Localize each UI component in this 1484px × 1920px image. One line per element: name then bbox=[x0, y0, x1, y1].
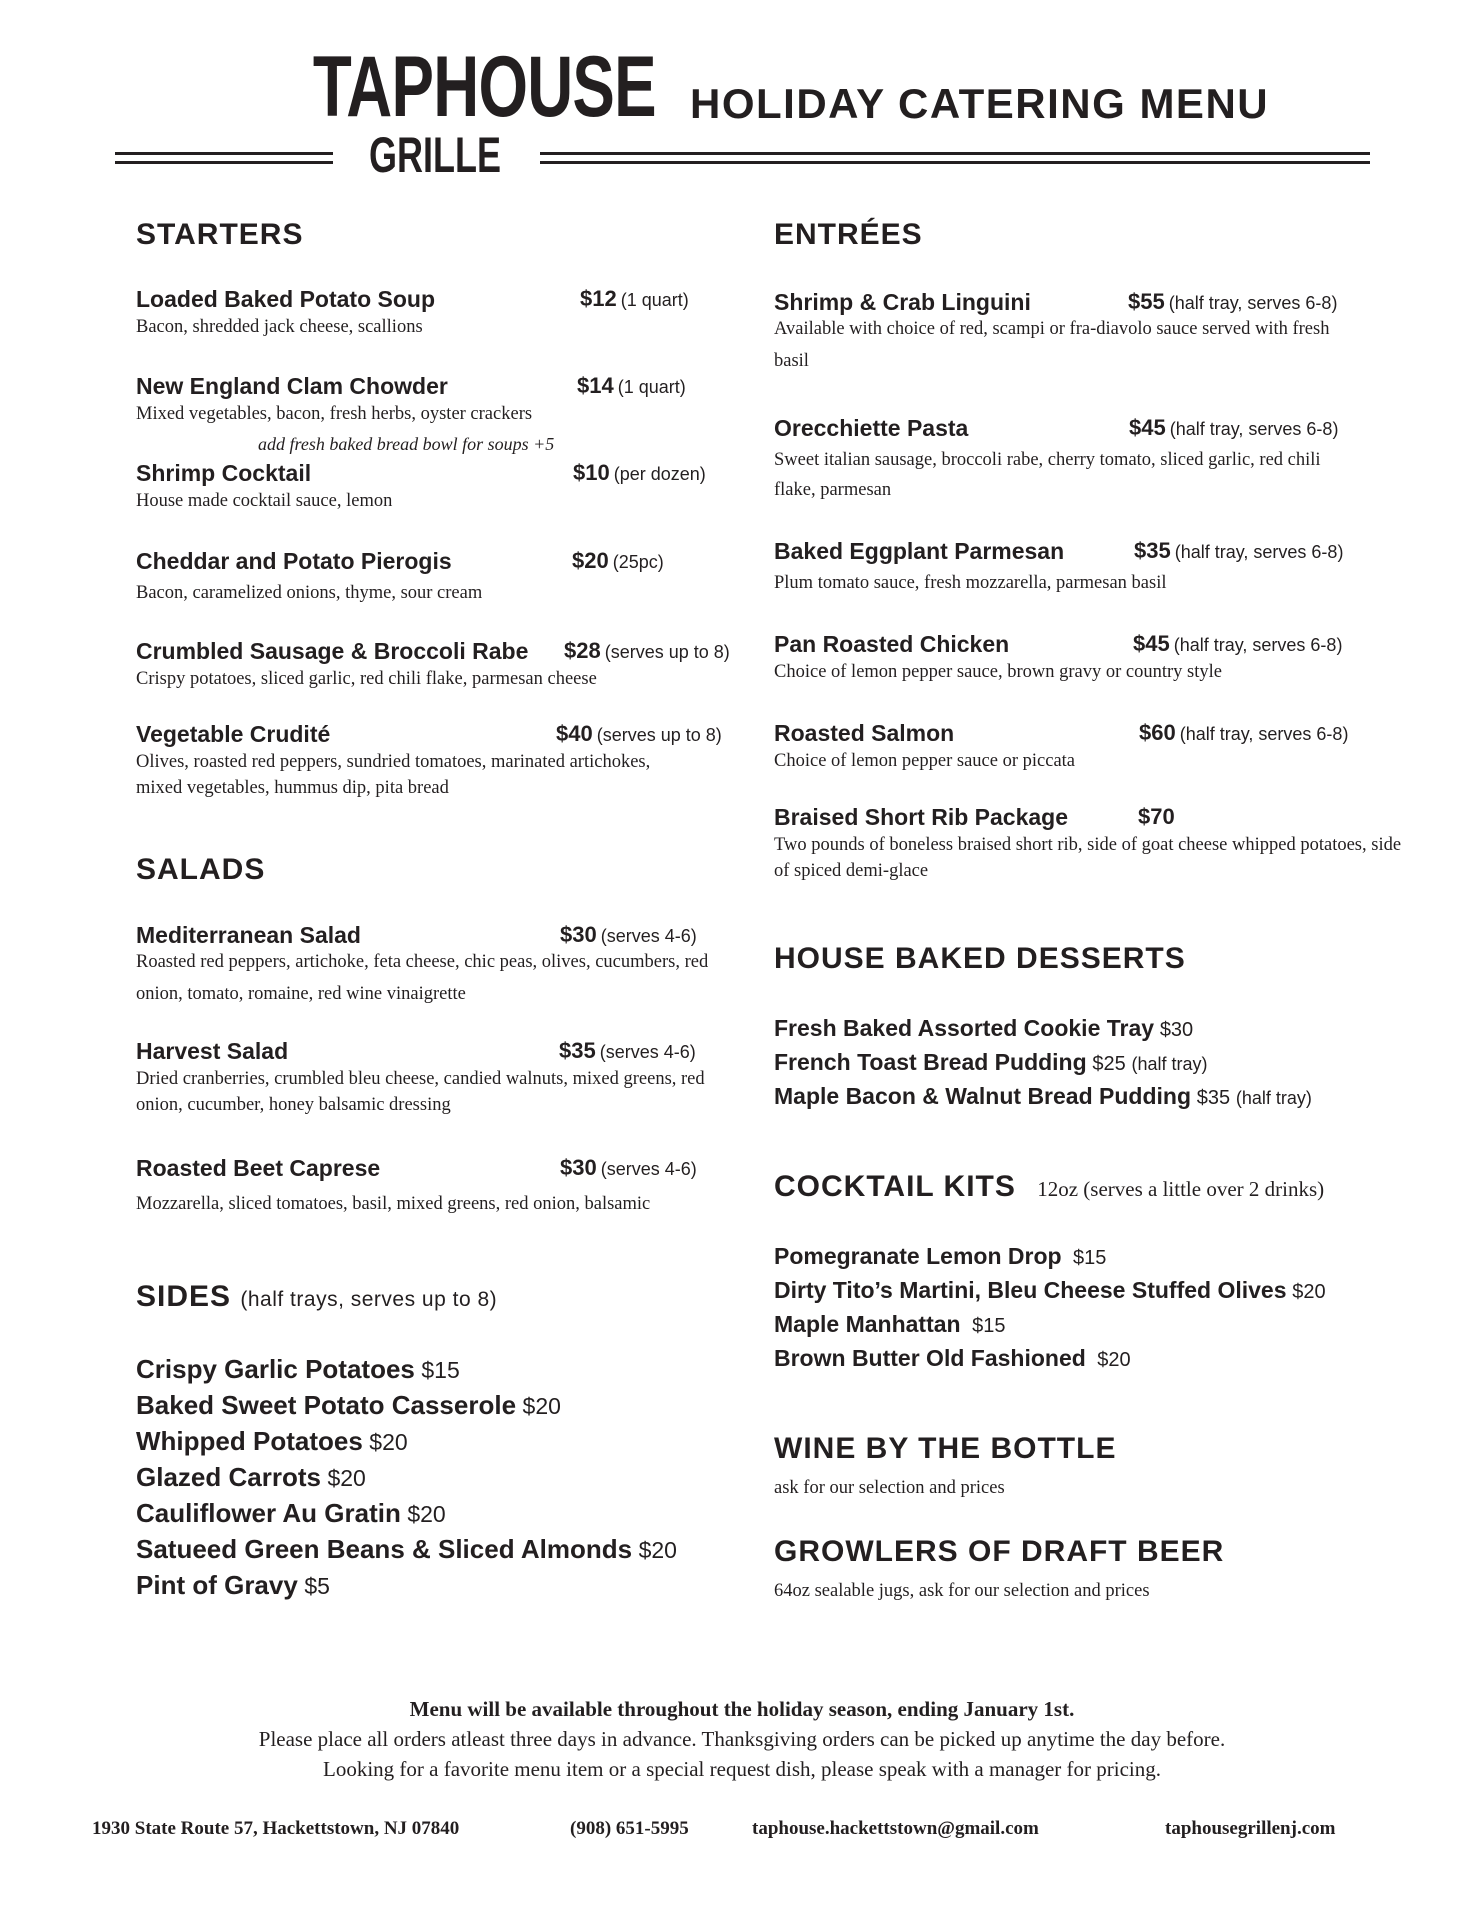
item-price-note: (half tray, serves 6-8) bbox=[1179, 724, 1349, 744]
item-price: $30 bbox=[560, 1155, 597, 1180]
item-description: Choice of lemon pepper sauce or piccata bbox=[774, 751, 1076, 771]
item-price-note: (1 quart) bbox=[617, 377, 686, 397]
item-name: Shrimp Cocktail bbox=[136, 460, 312, 486]
salads-heading: SALADS bbox=[136, 853, 266, 886]
item-price-note: (half tray, serves 6-8) bbox=[1173, 635, 1343, 655]
header-rule-left bbox=[115, 152, 333, 164]
menu-item bbox=[136, 548, 756, 606]
item-name: Shrimp & Crab Linguini bbox=[774, 289, 1031, 315]
item-name: Roasted Salmon bbox=[774, 720, 955, 746]
item-description: Sweet italian sausage, broccoli rabe, cherry tomato, sliced garlic, red chili flake, parmesan bbox=[774, 450, 1321, 500]
item-description: Mozzarella, sliced tomatoes, basil, mixed greens, red onion, balsamic bbox=[136, 1194, 651, 1214]
menu-item bbox=[136, 286, 756, 340]
item-price-note: (half tray, serves 6-8) bbox=[1174, 542, 1344, 562]
item-description: Two pounds of boneless braised short rib, side of goat cheese whipped potatoes, side of spiced demi-glace bbox=[774, 835, 1402, 881]
item-name: Braised Short Rib Package bbox=[774, 804, 1068, 830]
entrees-heading: ENTRÉES bbox=[774, 218, 923, 251]
item-description: Olives, roasted red peppers, sundried tomatoes, marinated artichokes, mixed vegetables, hummus dip, pita bread bbox=[136, 752, 651, 798]
list-item: Maple Bacon & Walnut Bread Pudding $35 (half tray) bbox=[774, 1083, 1312, 1109]
footer-line-1: Menu will be available throughout the holiday season, ending January 1st. bbox=[409, 1697, 1075, 1721]
menu-item bbox=[136, 1038, 756, 1118]
list-item: Baked Sweet Potato Casserole $20 bbox=[136, 1390, 561, 1420]
address: 1930 State Route 57, Hackettstown, NJ 07840 bbox=[92, 1818, 460, 1839]
item-price: $60 bbox=[1139, 720, 1176, 745]
item-price-note: (serves up to 8) bbox=[596, 725, 722, 745]
item-description: Choice of lemon pepper sauce, brown gravy or country style bbox=[774, 662, 1222, 682]
item-price-note: (half tray, serves 6-8) bbox=[1168, 293, 1338, 313]
menu-item bbox=[774, 289, 1414, 377]
item-name: Loaded Baked Potato Soup bbox=[136, 286, 436, 312]
item-price: $30 bbox=[560, 922, 597, 947]
footer-notes bbox=[0, 1694, 1484, 1784]
list-item: Fresh Baked Assorted Cookie Tray $30 bbox=[774, 1015, 1194, 1041]
item-price: $14 bbox=[577, 373, 614, 398]
item-name: Baked Eggplant Parmesan bbox=[774, 538, 1065, 564]
menu-item bbox=[774, 538, 1414, 596]
menu-item bbox=[774, 415, 1414, 505]
desserts-list bbox=[774, 1012, 1312, 1114]
item-price-note: (per dozen) bbox=[613, 464, 706, 484]
item-name: Pan Roasted Chicken bbox=[774, 631, 1010, 657]
item-name: Cheddar and Potato Pierogis bbox=[136, 548, 452, 574]
item-description: House made cocktail sauce, lemon bbox=[136, 491, 393, 511]
item-name: Orecchiette Pasta bbox=[774, 415, 969, 441]
bread-bowl-note: add fresh baked bread bowl for soups +5 bbox=[258, 434, 555, 454]
growlers-description: 64oz sealable jugs, ask for our selection and prices bbox=[774, 1581, 1150, 1601]
item-name: Mediterranean Salad bbox=[136, 922, 361, 948]
menu-item bbox=[774, 631, 1414, 685]
list-item: Brown Butter Old Fashioned $20 bbox=[774, 1345, 1131, 1371]
item-name: Roasted Beet Caprese bbox=[136, 1155, 381, 1181]
list-item: Satueed Green Beans & Sliced Almonds $20 bbox=[136, 1534, 677, 1564]
phone: (908) 651-5995 bbox=[570, 1818, 689, 1839]
item-price-note: (serves 4-6) bbox=[599, 1042, 696, 1062]
item-description: Roasted red peppers, artichoke, feta cheese, chic peas, olives, cucumbers, red onion, tomato, romaine, red wine vinaigrette bbox=[136, 952, 709, 1004]
list-item: Whipped Potatoes $20 bbox=[136, 1426, 408, 1456]
item-price-note: (1 quart) bbox=[620, 290, 689, 310]
cocktails-heading bbox=[774, 1170, 1324, 1204]
sides-note: (half trays, serves up to 8) bbox=[240, 1288, 498, 1311]
cocktails-list bbox=[774, 1240, 1326, 1376]
menu-item bbox=[136, 1155, 776, 1217]
email-link[interactable]: taphouse.hackettstown@gmail.com bbox=[752, 1818, 1039, 1839]
footer-line-3: Looking for a favorite menu item or a special request dish, please speak with a manager for pricing. bbox=[323, 1757, 1161, 1781]
growlers-heading: GROWLERS OF DRAFT BEER bbox=[774, 1535, 1225, 1568]
item-price: $45 bbox=[1129, 415, 1166, 440]
menu-item bbox=[774, 804, 1414, 884]
item-description: Bacon, caramelized onions, thyme, sour cream bbox=[136, 583, 483, 603]
list-item: Maple Manhattan $15 bbox=[774, 1311, 1006, 1337]
list-item: Glazed Carrots $20 bbox=[136, 1462, 366, 1492]
list-item: Dirty Tito’s Martini, Bleu Cheese Stuffed Olives $20 bbox=[774, 1277, 1326, 1303]
item-description: Dried cranberries, crumbled bleu cheese, candied walnuts, mixed greens, red onion, cucumber, honey balsamic dressing bbox=[136, 1069, 705, 1115]
menu-item bbox=[136, 373, 756, 427]
item-price-note: (serves 4-6) bbox=[600, 926, 697, 946]
menu-item bbox=[136, 638, 756, 692]
item-description: Bacon, shredded jack cheese, scallions bbox=[136, 317, 423, 337]
item-price: $12 bbox=[580, 286, 617, 311]
sides-list bbox=[136, 1352, 677, 1604]
list-item: French Toast Bread Pudding $25 (half tray) bbox=[774, 1049, 1208, 1075]
item-price: $35 bbox=[559, 1038, 596, 1063]
item-price-note: (serves up to 8) bbox=[604, 642, 730, 662]
footer-line-2: Please place all orders atleast three days in advance. Thanksgiving orders can be picked up anytime the day before. bbox=[258, 1727, 1226, 1751]
item-price: $45 bbox=[1133, 631, 1170, 656]
item-description: Crispy potatoes, sliced garlic, red chili flake, parmesan cheese bbox=[136, 669, 597, 689]
header-rule-right bbox=[540, 152, 1370, 164]
menu-item bbox=[136, 460, 756, 514]
item-price: $10 bbox=[573, 460, 610, 485]
cocktails-title: COCKTAIL KITS bbox=[774, 1170, 1016, 1203]
page-title: HOLIDAY CATERING MENU bbox=[690, 80, 1270, 127]
starters-heading: STARTERS bbox=[136, 218, 304, 251]
sides-heading bbox=[136, 1280, 497, 1314]
item-price-note: (half tray, serves 6-8) bbox=[1169, 419, 1339, 439]
menu-item bbox=[136, 922, 756, 1010]
item-description: Plum tomato sauce, fresh mozzarella, parmesan basil bbox=[774, 573, 1167, 593]
list-item: Pomegranate Lemon Drop $15 bbox=[774, 1243, 1107, 1269]
item-name: Harvest Salad bbox=[136, 1038, 289, 1064]
website-link[interactable]: taphousegrillenj.com bbox=[1165, 1818, 1336, 1839]
item-name: Crumbled Sausage & Broccoli Rabe bbox=[136, 638, 529, 664]
item-price: $40 bbox=[556, 721, 593, 746]
item-price: $55 bbox=[1128, 289, 1165, 314]
wine-description: ask for our selection and prices bbox=[774, 1478, 1005, 1498]
desserts-heading: HOUSE BAKED DESSERTS bbox=[774, 942, 1186, 975]
item-description: Mixed vegetables, bacon, fresh herbs, oyster crackers bbox=[136, 404, 533, 424]
list-item: Pint of Gravy $5 bbox=[136, 1570, 330, 1600]
sides-title: SIDES bbox=[136, 1280, 232, 1313]
wine-heading: WINE BY THE BOTTLE bbox=[774, 1432, 1117, 1465]
item-price: $28 bbox=[564, 638, 601, 663]
menu-item bbox=[136, 721, 756, 801]
list-item: Cauliflower Au Gratin $20 bbox=[136, 1498, 446, 1528]
logo-main-text: TAPHOUSE bbox=[312, 39, 656, 135]
item-price-note: (25pc) bbox=[612, 552, 664, 572]
item-description: Available with choice of red, scampi or fra-diavolo sauce served with fresh basil bbox=[774, 319, 1330, 371]
item-price: $70 bbox=[1138, 804, 1175, 829]
list-item: Crispy Garlic Potatoes $15 bbox=[136, 1354, 460, 1384]
item-name: New England Clam Chowder bbox=[136, 373, 448, 399]
cocktails-note: 12oz (serves a little over 2 drinks) bbox=[1037, 1177, 1325, 1201]
item-price: $20 bbox=[572, 548, 609, 573]
logo-sub-text: GRILLE bbox=[368, 127, 501, 183]
item-price-note: (serves 4-6) bbox=[600, 1159, 697, 1179]
menu-item bbox=[774, 720, 1414, 774]
item-price: $35 bbox=[1134, 538, 1171, 563]
item-name: Vegetable Crudité bbox=[136, 721, 331, 747]
